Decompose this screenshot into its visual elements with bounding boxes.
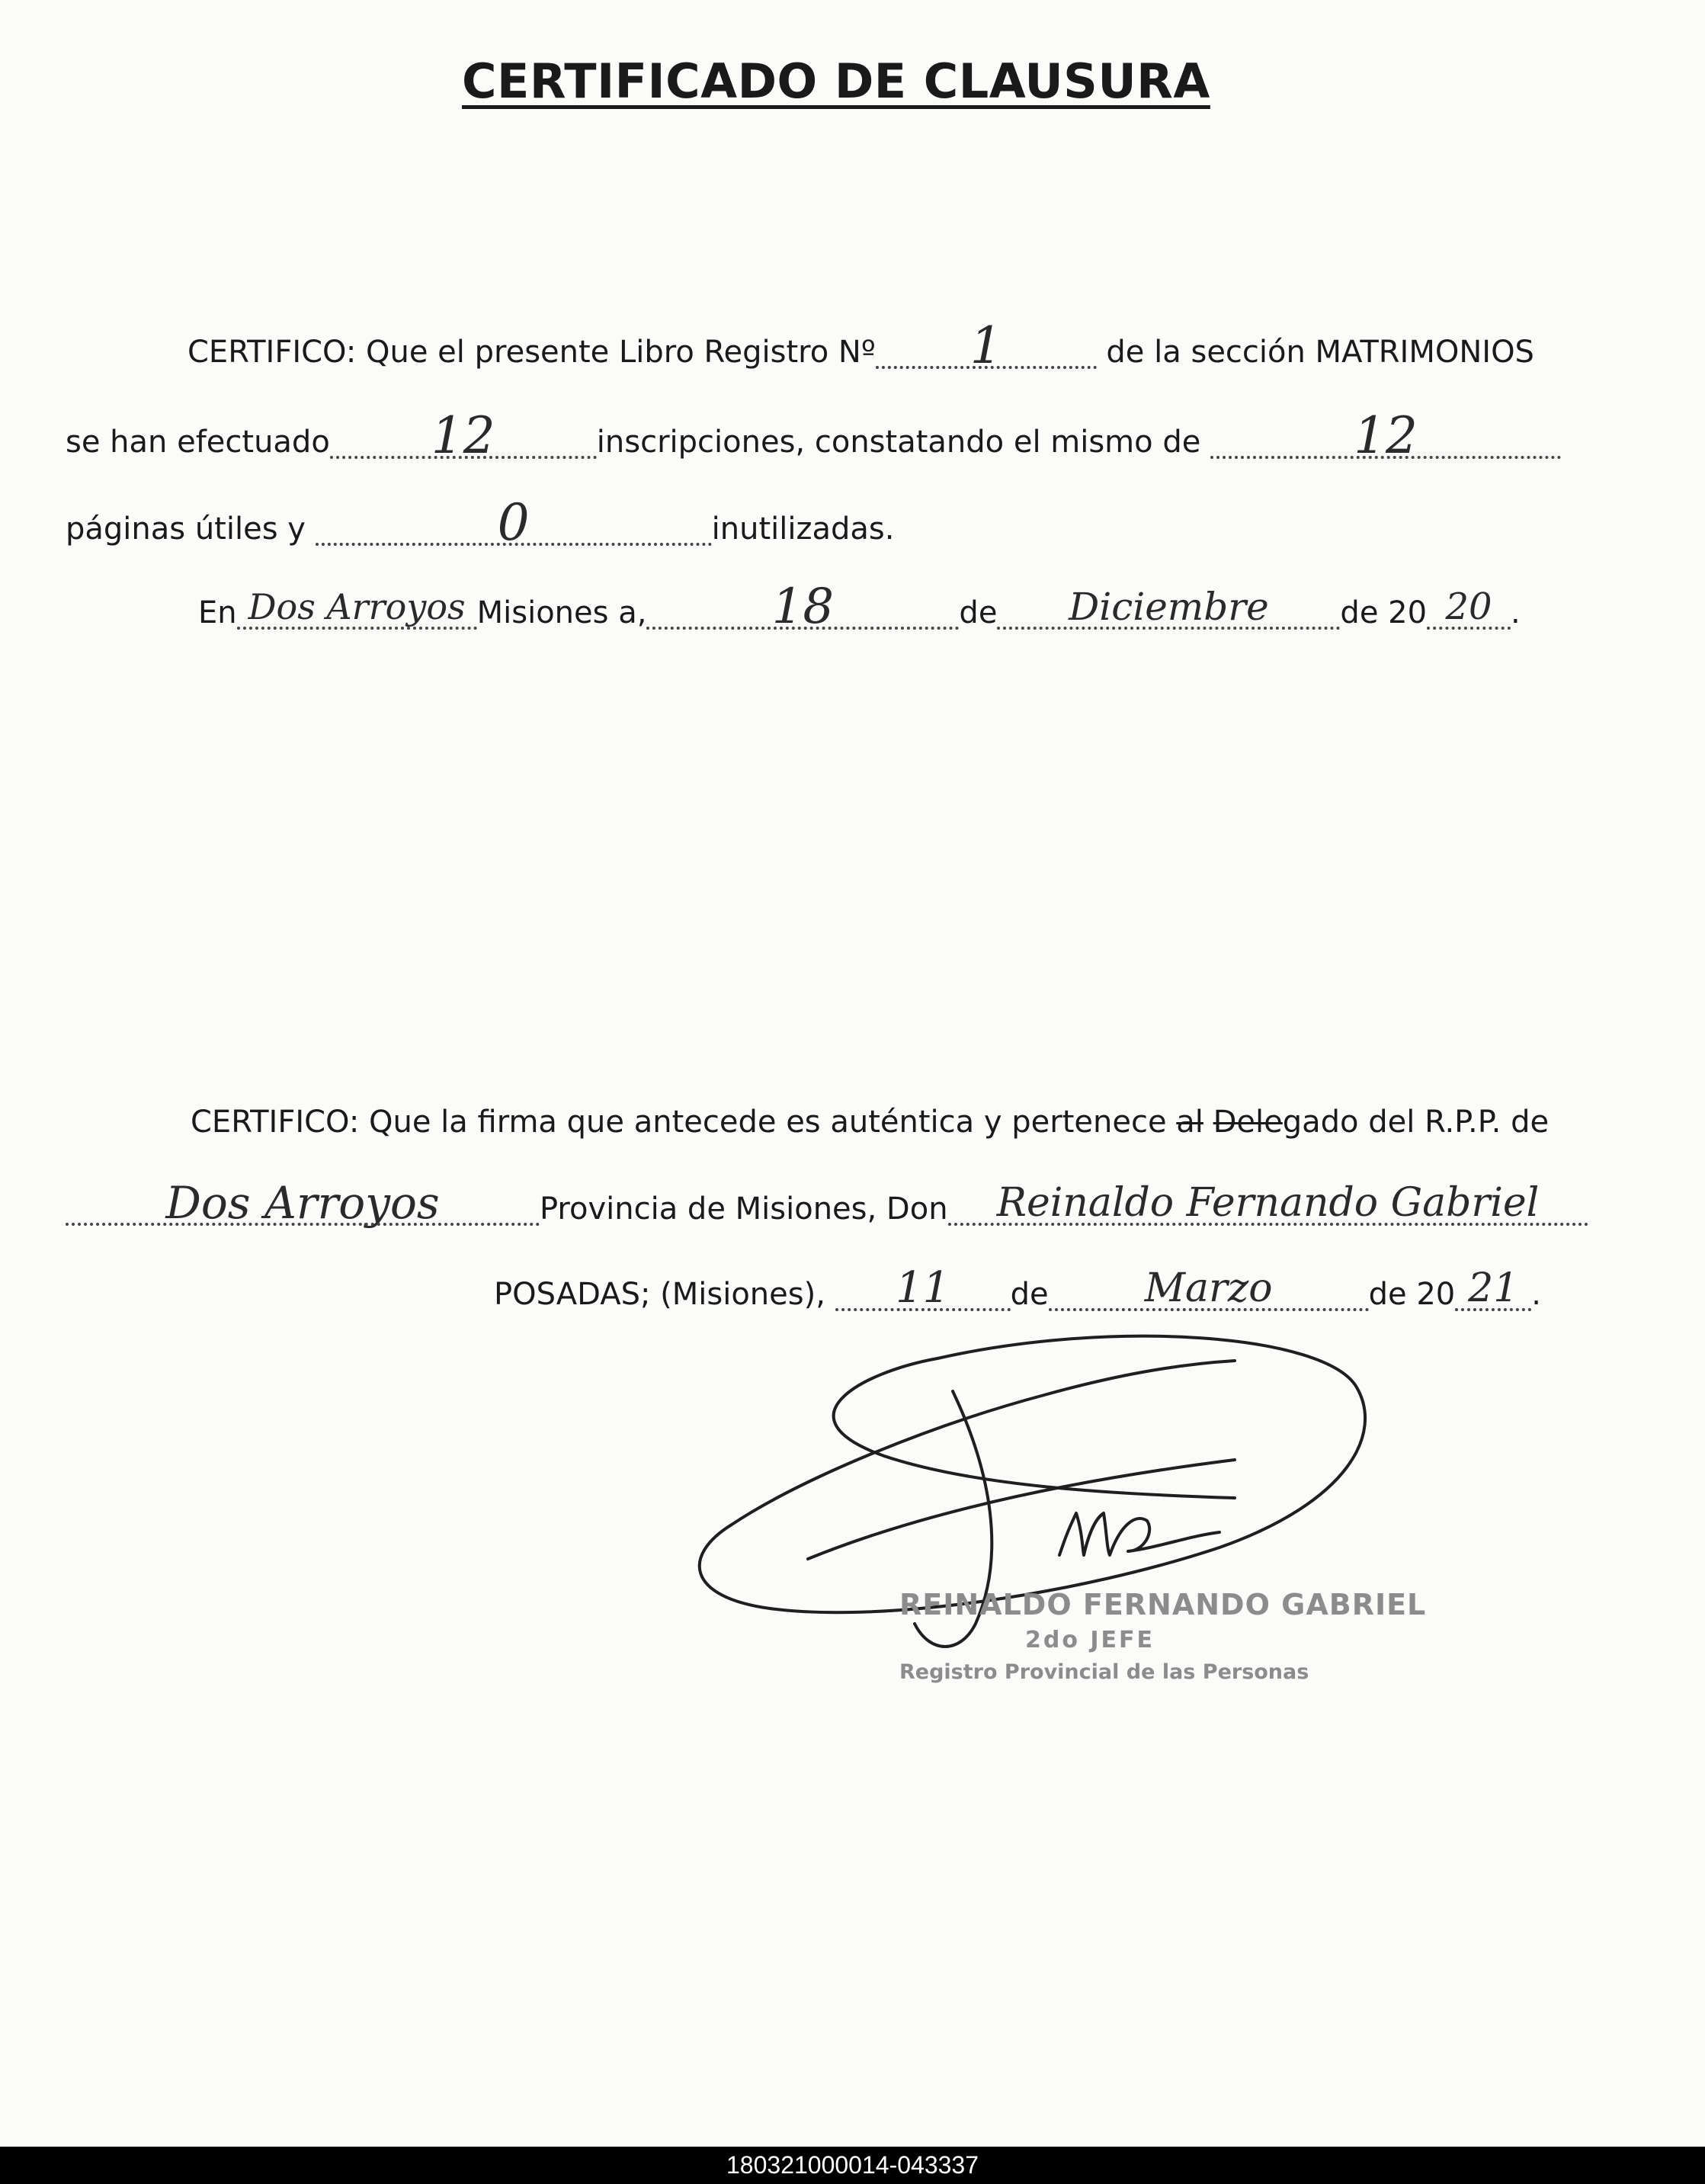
posadas-year-handwritten: 21 bbox=[1468, 1265, 1519, 1311]
cert1-line1 bbox=[187, 316, 1534, 375]
pages-field bbox=[1210, 406, 1561, 465]
cert1-line4-text-e: . bbox=[1511, 595, 1521, 630]
cert1-line4-text-d: de 20 bbox=[1340, 595, 1428, 630]
inscriptions-handwritten: 12 bbox=[431, 406, 495, 465]
book-number-handwritten: 1 bbox=[969, 316, 1002, 375]
unusable-handwritten: 0 bbox=[497, 493, 530, 552]
stamp-role: 2do JEFE bbox=[1024, 1627, 1155, 1653]
day-handwritten: 18 bbox=[771, 579, 835, 635]
cert2-line1-space bbox=[1203, 1105, 1213, 1140]
cert2-line3-text-b: de bbox=[1010, 1277, 1049, 1312]
cert1-line3 bbox=[66, 493, 895, 552]
inscriptions-field bbox=[330, 406, 597, 465]
cert2-line1 bbox=[191, 1104, 1549, 1140]
cert1-line4-text-b: Misiones a, bbox=[476, 595, 647, 630]
book-number-field bbox=[876, 316, 1097, 375]
month-handwritten: Diciembre bbox=[1069, 585, 1269, 629]
cert2-line1-text-c: gado del R.P.P. de bbox=[1282, 1105, 1550, 1140]
place-field bbox=[237, 586, 477, 631]
year-handwritten: 20 bbox=[1445, 585, 1492, 628]
posadas-year-field bbox=[1455, 1265, 1531, 1313]
cert2-line3-text-a: POSADAS; (Misiones), bbox=[494, 1277, 835, 1312]
cert2-line1-text-a: CERTIFICO: Que la firma que antecede es auténtica y pertenece bbox=[191, 1105, 1177, 1140]
cert1-line3-text-a: páginas útiles y bbox=[66, 512, 316, 547]
delegate-place-handwritten: Dos Arroyos bbox=[165, 1177, 440, 1229]
cert1-line1-text-a: CERTIFICO: Que el presente Libro Registro Nº bbox=[187, 335, 876, 370]
cert2-line3-text-d: . bbox=[1531, 1277, 1541, 1312]
year-field bbox=[1427, 585, 1511, 631]
delegate-place-field bbox=[66, 1177, 540, 1229]
cert2-struck-dele: Dele bbox=[1213, 1105, 1283, 1140]
pages-handwritten: 12 bbox=[1354, 406, 1418, 465]
cert2-line2-text-a: Provincia de Misiones, Don bbox=[540, 1191, 948, 1227]
cert1-line2-text-b: inscripciones, constatando el mismo de bbox=[596, 425, 1211, 460]
month-field bbox=[997, 585, 1340, 631]
posadas-day-handwritten: 11 bbox=[896, 1263, 950, 1313]
delegate-name-field bbox=[948, 1180, 1588, 1227]
day-field bbox=[646, 579, 959, 635]
cert1-line3-text-b: inutilizadas. bbox=[711, 512, 895, 547]
place-handwritten: Dos Arroyos bbox=[248, 586, 466, 627]
cert2-struck-al: al bbox=[1176, 1105, 1203, 1140]
stamp-name: REINALDO FERNANDO GABRIEL bbox=[899, 1588, 1427, 1621]
cert2-line3-text-c: de 20 bbox=[1368, 1277, 1456, 1312]
unusable-field bbox=[316, 493, 712, 552]
posadas-month-handwritten: Marzo bbox=[1144, 1265, 1273, 1311]
delegate-name-handwritten: Reinaldo Fernando Gabriel bbox=[996, 1180, 1540, 1226]
cert1-line4 bbox=[198, 579, 1521, 635]
cert1-line2-text-a: se han efectuado bbox=[66, 425, 330, 460]
cert1-line2 bbox=[66, 406, 1561, 465]
stamp-office: Registro Provincial de las Personas bbox=[899, 1660, 1309, 1684]
cert1-line4-text-a: En bbox=[198, 595, 237, 630]
cert1-line4-text-c: de bbox=[959, 595, 998, 630]
document-title: CERTIFICADO DE CLAUSURA bbox=[462, 53, 1210, 109]
cert1-line1-text-b: de la sección MATRIMONIOS bbox=[1096, 335, 1534, 370]
scan-id-footer: 180321000014-043337 bbox=[0, 2147, 1705, 2184]
cert2-line2 bbox=[66, 1177, 1588, 1229]
